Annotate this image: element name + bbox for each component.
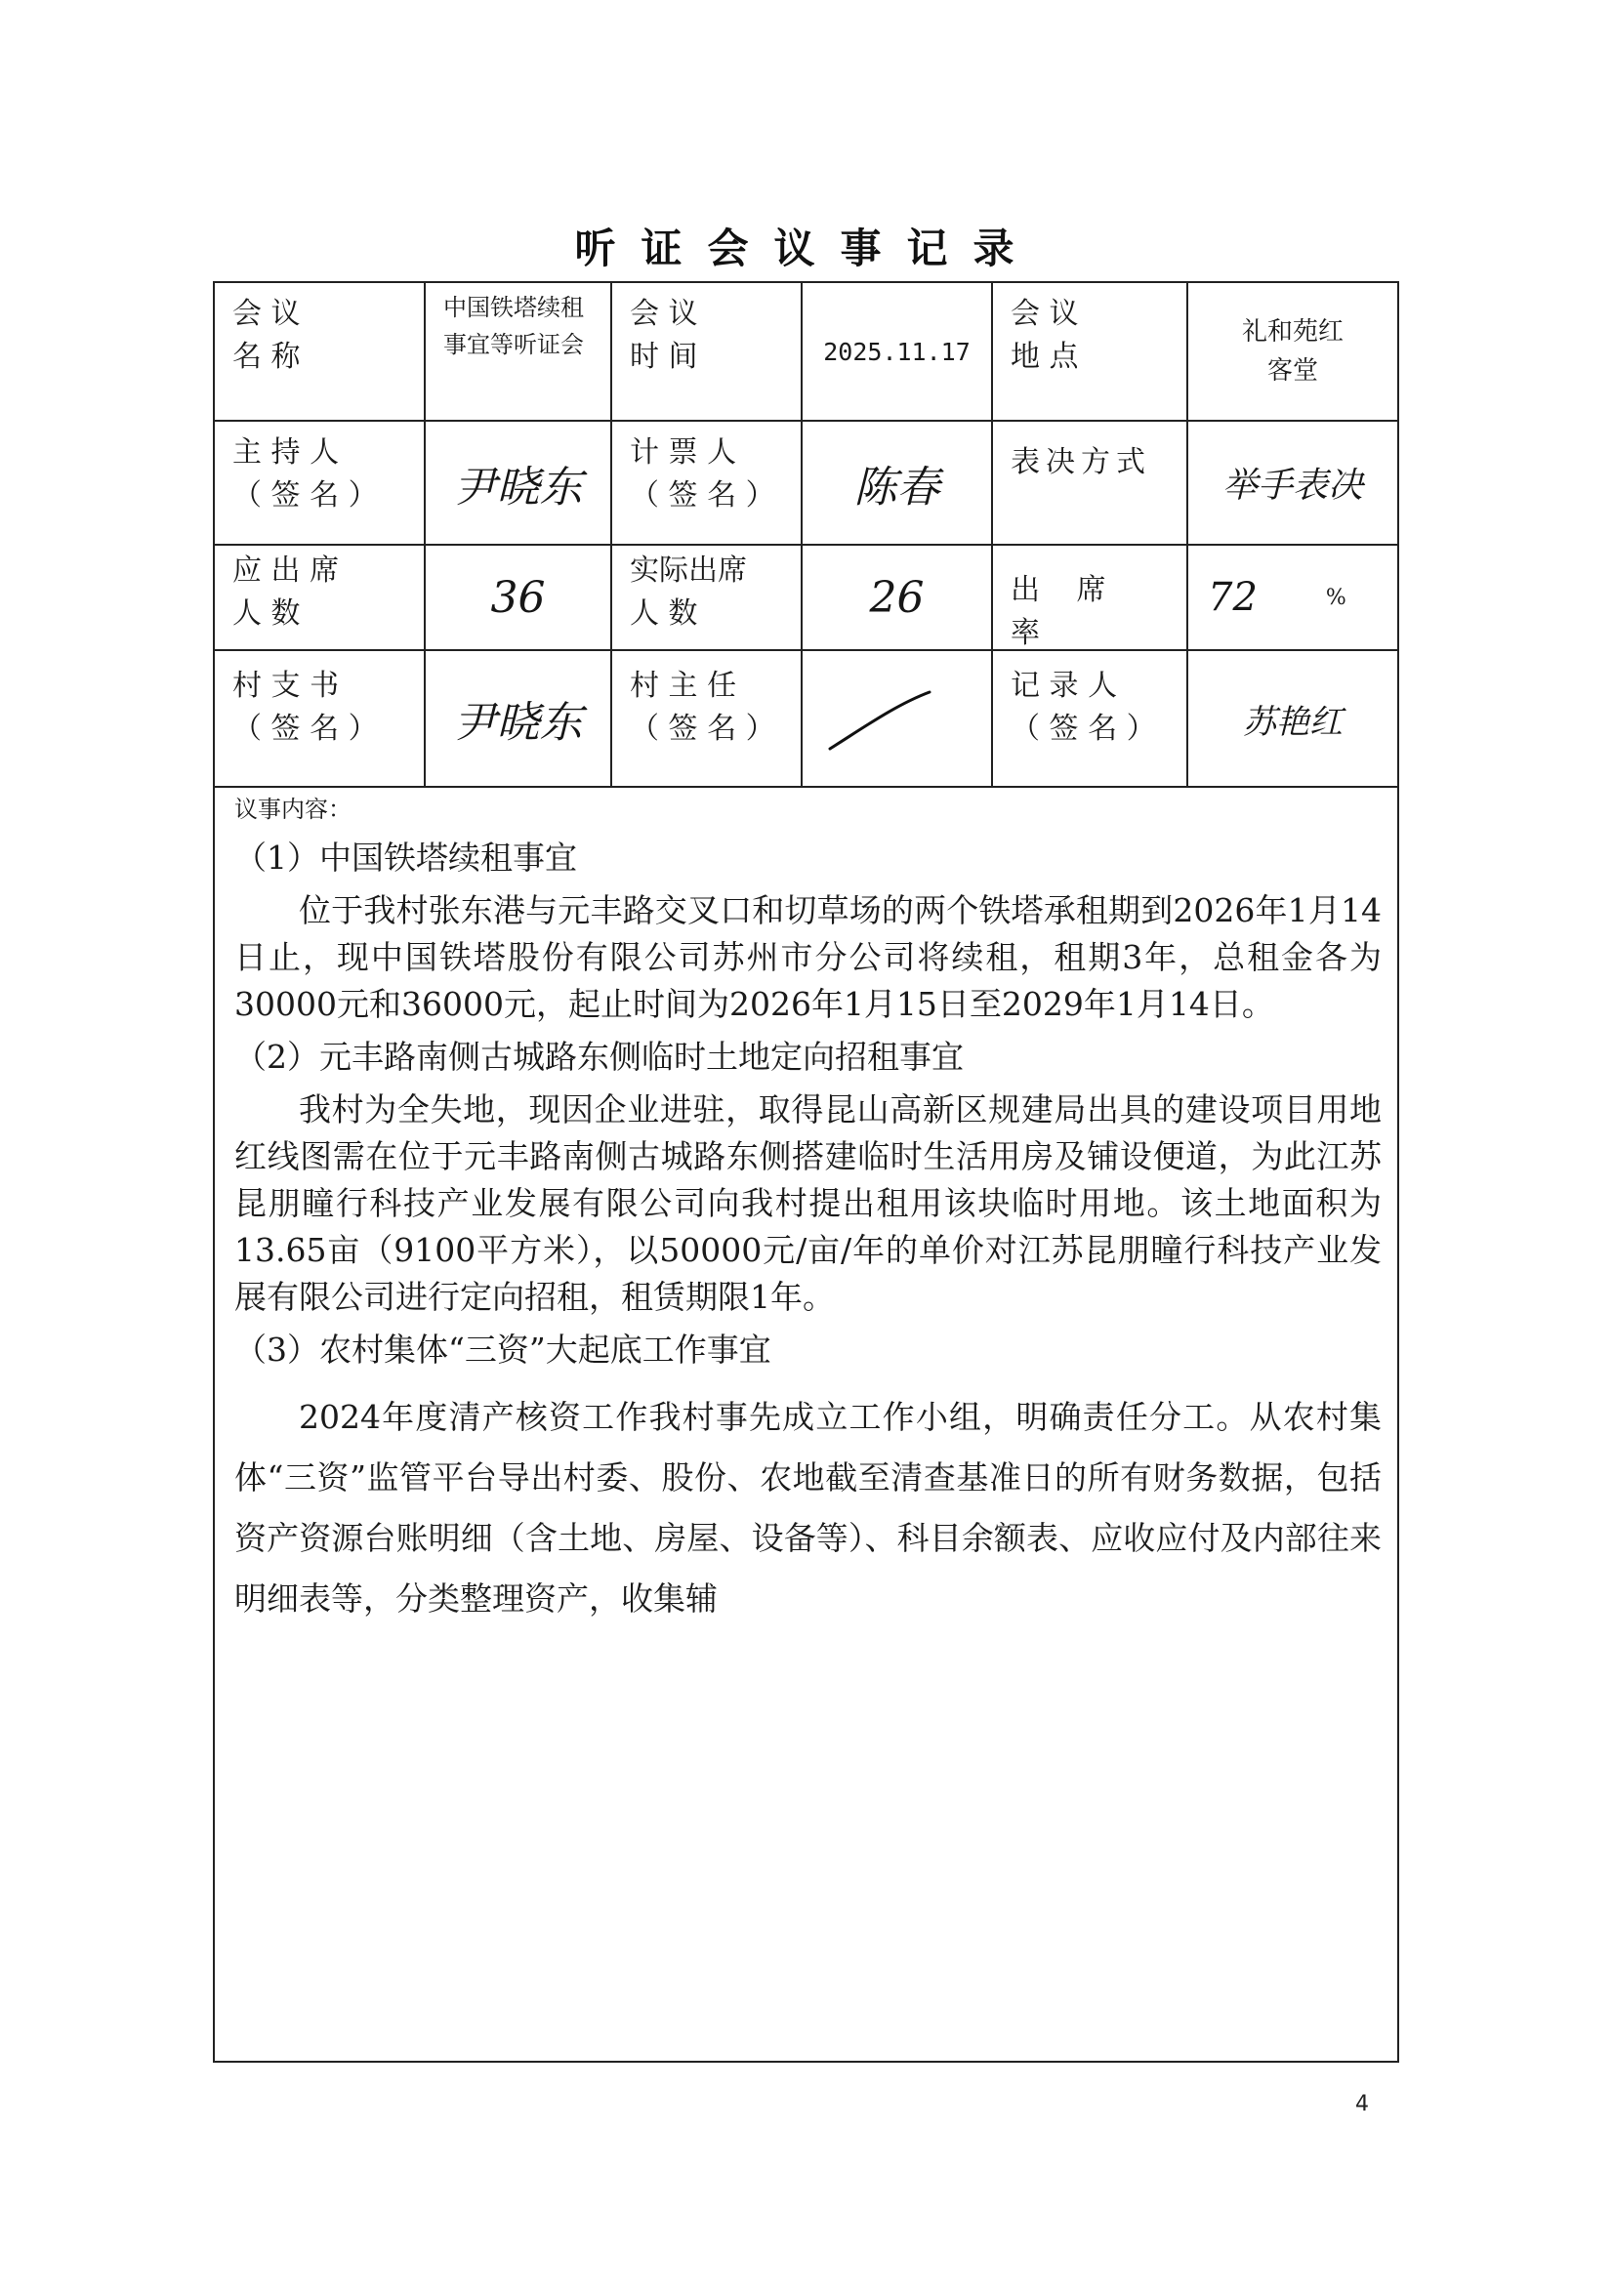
label-line: （ 签 名 ）: [1011, 712, 1156, 746]
teller-signature: 陈春: [853, 462, 940, 512]
label-line: 计 票 人: [630, 435, 737, 470]
label-line: 主 持 人: [232, 435, 340, 470]
content-label: 议事内容：: [234, 796, 352, 823]
actual-attendance-label: [612, 546, 801, 649]
label-line: 人 数: [630, 596, 698, 631]
slash-mark-icon: [803, 651, 991, 786]
meeting-time-label: [612, 283, 801, 420]
item-paragraph-3: 2024年度清产核资工作我村事先成立工作小组，明确责任分工。从农村集体“三资”监管平台导出村委、股份、农地截至清查基准日的所有财务数据，包括资产资源台账明细（含土地、房屋、设备等）、科目余额表、应收应付及内部往来明细表等，分类整理资产，收集辅: [234, 1398, 1382, 1618]
village-director-signature: [803, 651, 991, 786]
party-secretary-label: [215, 651, 424, 786]
page-title: 听证会议事记录: [574, 225, 1040, 272]
item-paragraph-2: 我村为全失地，现因企业进驻，取得昆山高新区规建局出具的建设项目用地红线图需在位于元丰路南侧古城路东侧搭建临时生活用房及铺设便道，为此江苏昆朋瞳行科技产业发展有限公司向我村提出租用该块临时用地。该土地面积为13.65亩（9100平方米），以50000元/亩/年的单价对江苏昆朋瞳行科技产业发展有限公司进行定向招租，租赁期限1年。: [234, 1090, 1382, 1316]
attendance-rate-cell: [1188, 546, 1397, 649]
recorder-signature: 苏艳红: [1243, 702, 1343, 742]
expected-attendance-value: 36: [490, 572, 546, 623]
label-line: 应 出 席: [232, 554, 340, 588]
meeting-place-value: 礼和苑红客堂: [1242, 317, 1345, 386]
attendance-rate-label: 出 席 率: [1011, 573, 1120, 650]
item-heading-1: （1）中国铁塔续租事宜: [234, 839, 577, 877]
label-line: （ 签 名 ）: [630, 712, 775, 746]
label-line: 村 支 书: [232, 669, 340, 703]
label-line: （ 签 名 ）: [232, 712, 378, 746]
party-secretary-signature: 尹晓东: [453, 698, 583, 748]
item-heading-2: （2）元丰路南侧古城路东侧临时土地定向招租事宜: [234, 1038, 964, 1076]
item-paragraph-1: 位于我村张东港与元丰路交叉口和切草场的两个铁塔承租期到2026年1月14日止，现中国铁塔股份有限公司苏州市分公司将续租，租期3年，总租金各为30000元和36000元，起止时间为2026年1月15日至2029年1月14日。: [234, 891, 1382, 1023]
actual-attendance-value: 26: [869, 572, 925, 623]
label-line: 实际出席: [630, 554, 747, 588]
expected-attendance-label: [215, 546, 424, 649]
label-line: 时 间: [630, 340, 698, 374]
label-line: 名 称: [232, 340, 301, 374]
item-heading-3: （3）农村集体“三资”大起底工作事宜: [234, 1331, 771, 1369]
label-line: （ 签 名 ）: [232, 478, 378, 512]
label-line: 人 数: [232, 596, 301, 631]
recorder-label: [993, 651, 1186, 786]
attendance-rate-value: 72: [1208, 575, 1258, 620]
label-line: 会 议: [1011, 297, 1079, 331]
label-line: 会 议: [232, 297, 301, 331]
vote-method-value: 举手表决: [1221, 466, 1363, 506]
label-line: （ 签 名 ）: [630, 478, 775, 512]
meeting-place-label: [993, 283, 1186, 420]
meeting-name-value: 中国铁塔续租事宜等听证会: [443, 294, 584, 358]
meeting-name-label: [215, 283, 424, 420]
meeting-content-section: [213, 788, 1399, 2063]
host-label: [215, 422, 424, 544]
label-line: 会 议: [630, 297, 698, 331]
label-line: 地 点: [1011, 340, 1079, 374]
label-line: 记 录 人: [1011, 669, 1118, 703]
host-signature: 尹晓东: [453, 462, 583, 512]
meeting-time-value: 2025.11.17: [823, 337, 971, 366]
label-line: 村 主 任: [630, 669, 737, 703]
vote-method-label: 表决方式: [1011, 445, 1151, 479]
percent-unit: %: [1325, 585, 1346, 610]
teller-label: [612, 422, 801, 544]
village-director-label: [612, 651, 801, 786]
page-number: 4: [1355, 2092, 1369, 2116]
